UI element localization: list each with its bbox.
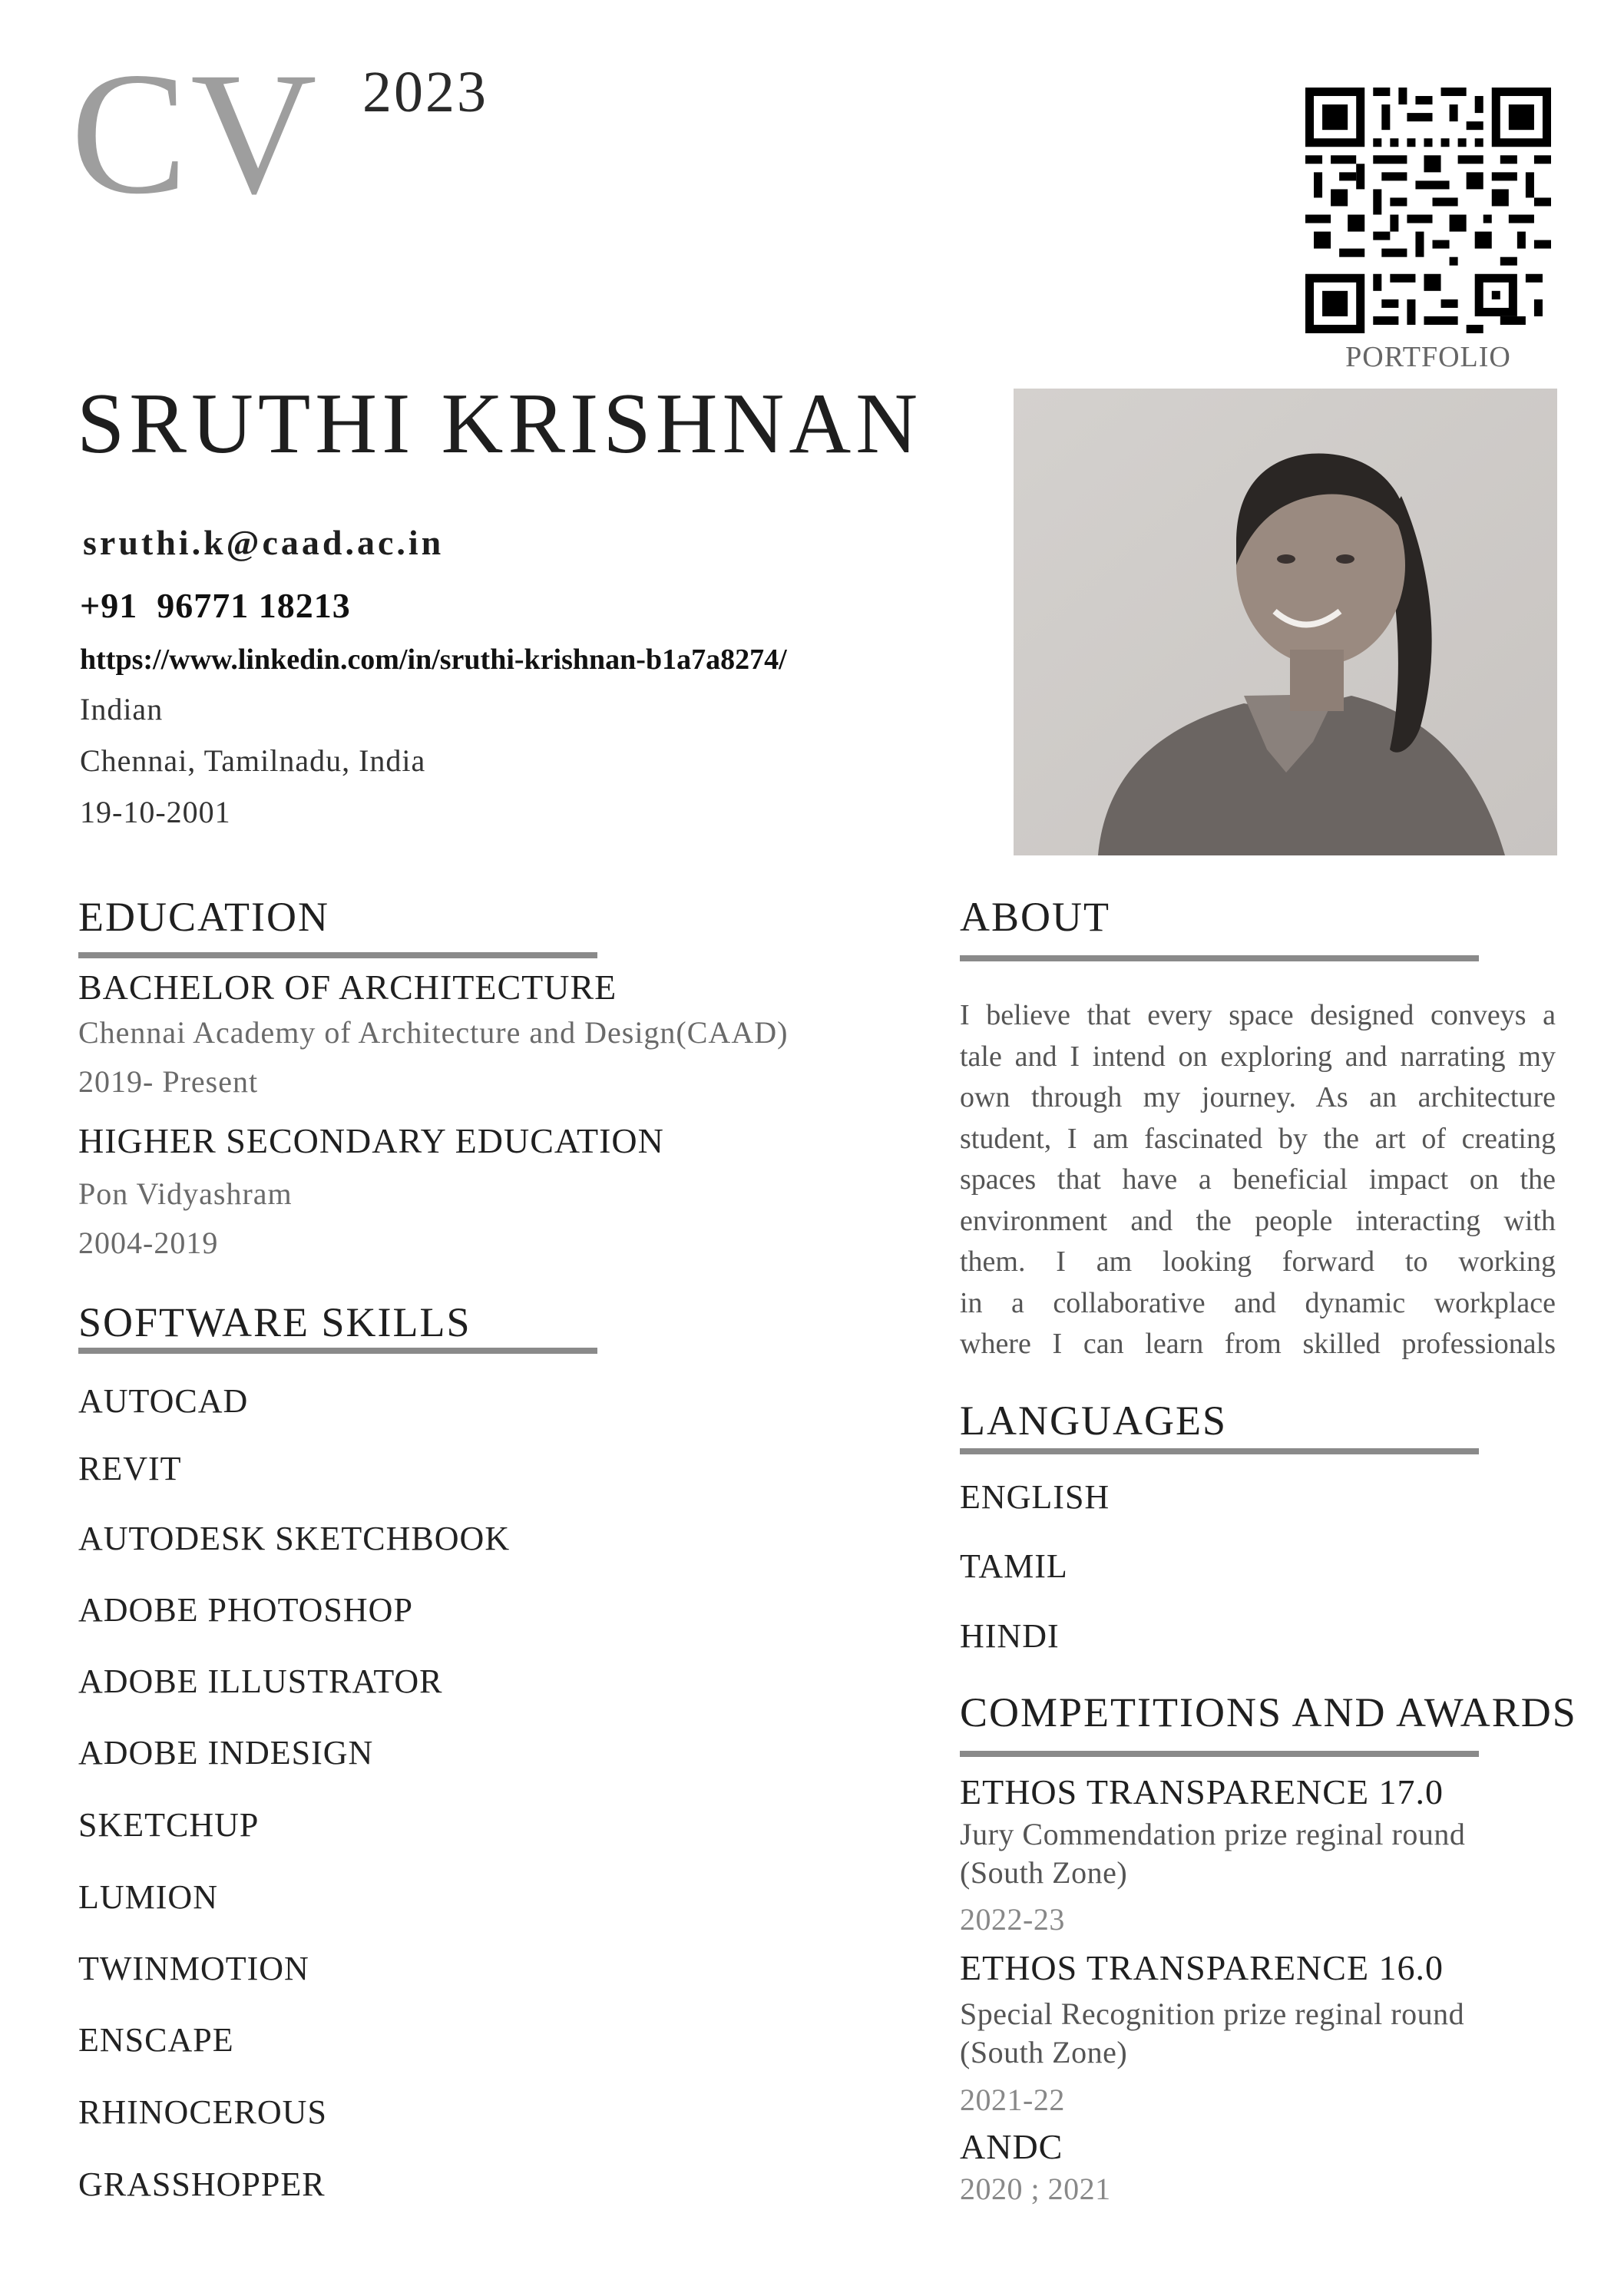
award-year: 2020 ; 2021 [960, 2172, 1111, 2206]
portfolio-qr-code[interactable] [1305, 88, 1551, 333]
portrait-illustration [1014, 389, 1557, 855]
cv-heading: CV [71, 37, 320, 230]
skill-item: TWINMOTION [78, 1950, 309, 1987]
award-year: 2021-22 [960, 2083, 1065, 2117]
languages-heading: LANGUAGES [960, 1398, 1227, 1444]
email-address[interactable]: sruthi.k@caad.ac.in [83, 523, 445, 562]
cv-year: 2023 [362, 60, 488, 124]
education-degree: HIGHER SECONDARY EDUCATION [78, 1121, 664, 1160]
skill-item: AUTOCAD [78, 1382, 249, 1420]
skill-item: ADOBE ILLUSTRATOR [78, 1662, 443, 1700]
skill-item: ADOBE INDESIGN [78, 1734, 374, 1772]
about-line: I believe that every space designed conveys a [960, 999, 1556, 1031]
qr-code-icon [1305, 88, 1551, 333]
education-heading: EDUCATION [78, 894, 329, 940]
about-line: environment and the people interacting with [960, 1204, 1556, 1237]
date-of-birth: 19-10-2001 [80, 795, 231, 829]
nationality: Indian [80, 692, 164, 726]
skill-item: LUMION [78, 1878, 218, 1916]
language-item: HINDI [960, 1617, 1060, 1655]
award-title: ANDC [960, 2127, 1063, 2166]
education-degree: BACHELOR OF ARCHITECTURE [78, 968, 617, 1007]
award-description-line: Special Recognition prize reginal round [960, 1997, 1465, 2031]
skill-item: SKETCHUP [78, 1806, 260, 1844]
about-divider [960, 955, 1479, 961]
award-description [960, 1995, 1559, 2072]
software-skills-heading: SOFTWARE SKILLS [78, 1299, 471, 1345]
award-description-line: (South Zone) [960, 1855, 1128, 1890]
candidate-name: SRUTHI KRISHNAN [77, 376, 923, 471]
skill-item: AUTODESK SKETCHBOOK [78, 1520, 511, 1557]
languages-divider [960, 1448, 1479, 1454]
award-title: ETHOS TRANSPARENCE 16.0 [960, 1948, 1444, 1987]
linkedin-link[interactable]: https://www.linkedin.com/in/sruthi-krishnan-b1a7a8274/ [80, 643, 787, 676]
award-description [960, 1815, 1559, 1892]
about-line: spaces that have a beneficial impact on the [960, 1163, 1556, 1196]
software-skills-divider [78, 1348, 597, 1354]
about-line: in a collaborative and dynamic workplace [960, 1286, 1556, 1319]
education-institution: Chennai Academy of Architecture and Design(CAAD) [78, 1015, 789, 1050]
award-description-line: Jury Commendation prize reginal round [960, 1817, 1466, 1851]
awards-divider [960, 1751, 1479, 1757]
about-text [960, 995, 1556, 1365]
award-title: ETHOS TRANSPARENCE 17.0 [960, 1772, 1444, 1811]
about-line: student, I am fascinated by the art of creating [960, 1122, 1556, 1155]
about-heading: ABOUT [960, 894, 1110, 940]
about-line: own through my journey. As an architecture [960, 1081, 1556, 1113]
qr-caption: PORTFOLIO [1345, 341, 1511, 373]
education-period: 2004-2019 [78, 1226, 219, 1260]
phone-number[interactable]: +91 96771 18213 [80, 586, 351, 625]
award-year: 2022-23 [960, 1902, 1065, 1937]
about-line: tale and I intend on exploring and narrating my [960, 1040, 1556, 1073]
language-item: ENGLISH [960, 1478, 1110, 1516]
education-divider [78, 952, 597, 958]
award-description-line: (South Zone) [960, 2035, 1128, 2069]
profile-photo [1014, 389, 1557, 855]
location: Chennai, Tamilnadu, India [80, 743, 426, 778]
skill-item: ENSCAPE [78, 2021, 234, 2059]
about-line: where I can learn from skilled professionals [960, 1328, 1556, 1360]
education-period: 2019- Present [78, 1064, 259, 1099]
skill-item: ADOBE PHOTOSHOP [78, 1591, 413, 1629]
about-line: them. I am looking forward to working [960, 1246, 1556, 1278]
language-item: TAMIL [960, 1547, 1068, 1585]
skill-item: REVIT [78, 1450, 182, 1487]
awards-heading: COMPETITIONS AND AWARDS [960, 1689, 1577, 1735]
skill-item: GRASSHOPPER [78, 2165, 326, 2203]
education-institution: Pon Vidyashram [78, 1176, 293, 1211]
skill-item: RHINOCEROUS [78, 2093, 327, 2131]
